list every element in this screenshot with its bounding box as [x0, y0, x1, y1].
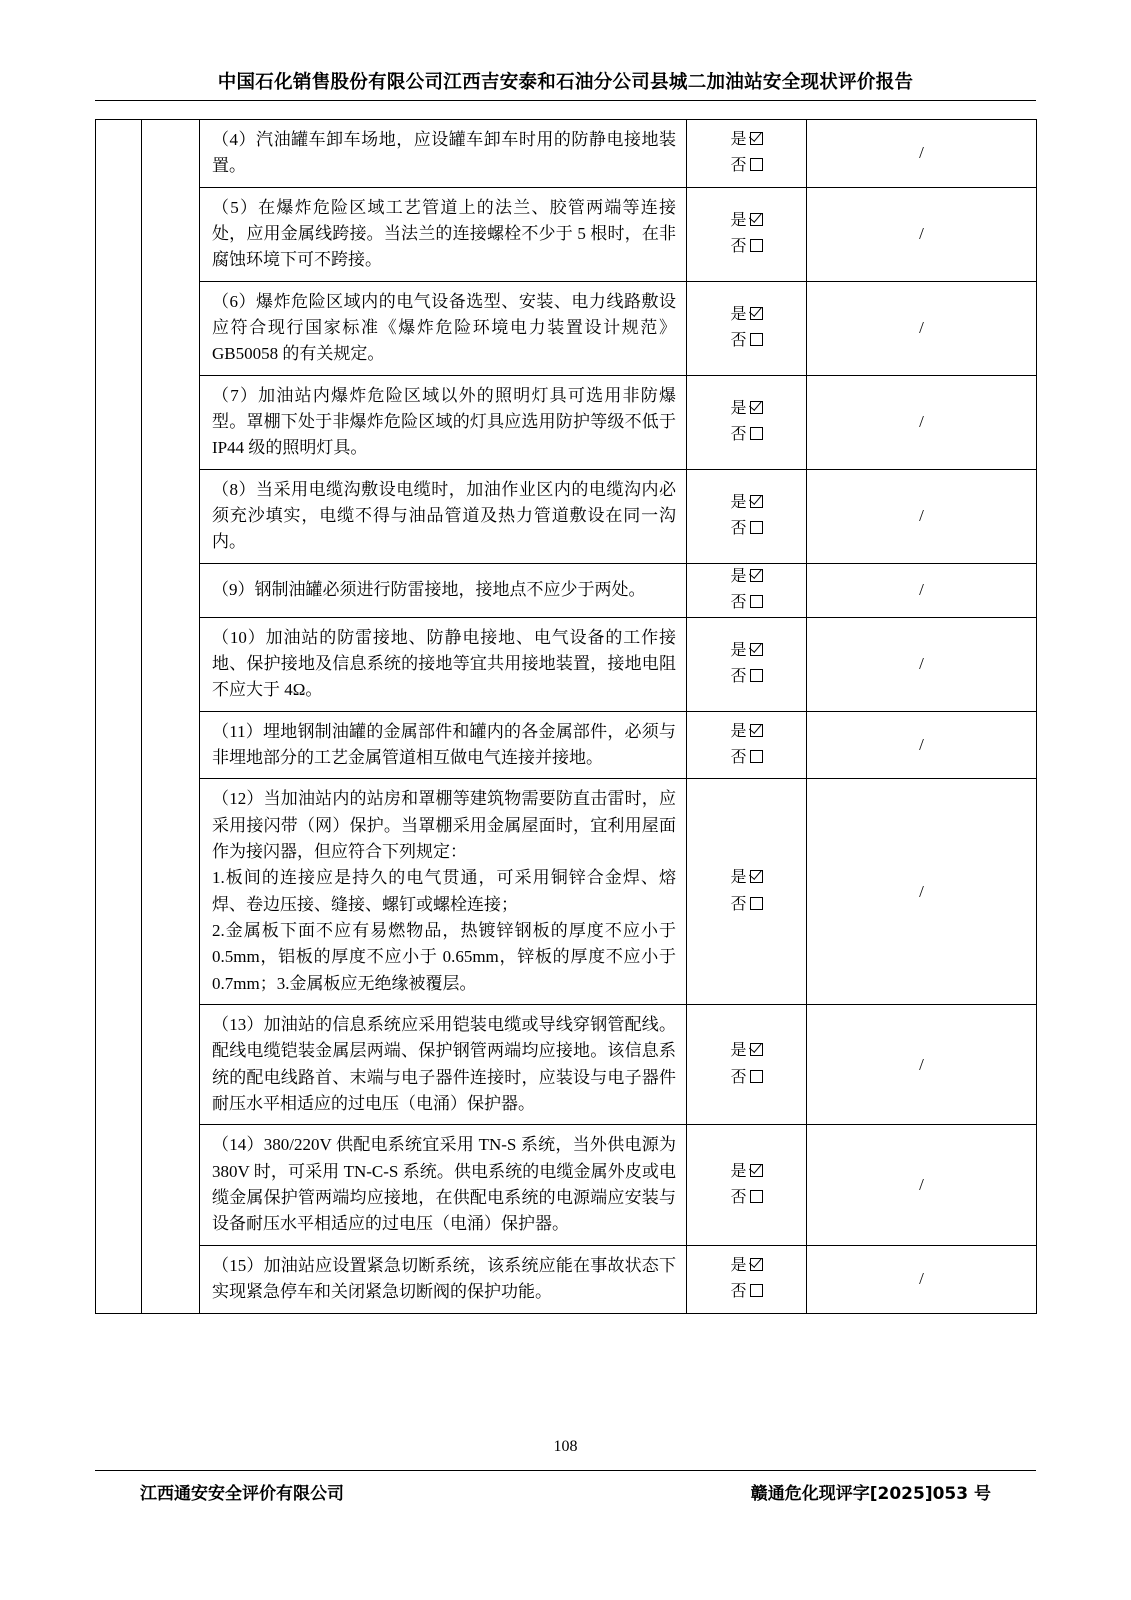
remark-cell: / — [807, 1005, 1037, 1125]
yes-label: 是 — [730, 1162, 747, 1180]
remark-cell: / — [807, 711, 1037, 779]
remark-cell: / — [807, 281, 1037, 375]
yes-label: 是 — [730, 211, 747, 229]
checklist-item-text-cell — [200, 1125, 687, 1245]
compliance-checkbox-cell[interactable] — [687, 1005, 807, 1125]
checklist-item-text: （12）当加油站内的站房和罩棚等建筑物需要防直击雷时，应采用接闪带（网）保护。当罩棚采用金属屋面时，宜利用屋面作为接闪器，但应符合下列规定： 1.板间的连接应是持久的电气贯通，可采用铜锌合金焊、熔焊、卷边压接、缝接、螺钉或螺栓连接； 2.金属板下面不应有易燃物品，热镀锌钢板的厚度不应小于 0.5mm，铝板的厚度不应小于 0.65mm，锌板的厚度不应小于 0.7mm；3.金属板应无绝缘被覆层。 — [212, 789, 676, 993]
yes-label: 是 — [730, 305, 747, 323]
no-label: 否 — [730, 238, 747, 256]
compliance-checkbox-cell[interactable] — [687, 617, 807, 711]
no-checkbox[interactable] — [750, 669, 763, 682]
table-row — [96, 1245, 1037, 1313]
yes-label: 是 — [730, 567, 747, 585]
compliance-checkbox-cell[interactable] — [687, 120, 807, 188]
checklist-item-text: （4）汽油罐车卸车场地，应设罐车卸车时用的防静电接地装置。 — [212, 130, 676, 176]
table-row — [96, 375, 1037, 469]
page-footer — [95, 1470, 1036, 1504]
remark-cell: / — [807, 617, 1037, 711]
checklist-item-text: （6）爆炸危险区域内的电气设备选型、安装、电力线路敷设应符合现行国家标准《爆炸危险环境电力装置设计规范》GB50058 的有关规定。 — [212, 291, 676, 364]
compliance-checkbox-cell[interactable] — [687, 1245, 807, 1313]
yes-label: 是 — [730, 1256, 747, 1274]
yes-checkbox[interactable] — [750, 1164, 763, 1177]
checklist-item-text-cell — [200, 779, 687, 1005]
yes-checkbox[interactable] — [750, 307, 763, 320]
table-row — [96, 563, 1037, 617]
yes-checkbox[interactable] — [750, 401, 763, 414]
no-label: 否 — [730, 332, 747, 350]
checklist-item-text-cell — [200, 1245, 687, 1313]
no-label: 否 — [730, 426, 747, 444]
compliance-checkbox-cell[interactable] — [687, 1125, 807, 1245]
checklist-item-text-cell — [200, 563, 687, 617]
checklist-item-text-cell — [200, 617, 687, 711]
checklist-item-text: （9）钢制油罐必须进行防雷接地，接地点不应少于两处。 — [212, 580, 646, 600]
remark-cell: / — [807, 469, 1037, 563]
no-checkbox[interactable] — [750, 333, 763, 346]
checklist-item-text: （7）加油站内爆炸危险区域以外的照明灯具可选用非防爆型。罩棚下处于非爆炸危险区域的灯具应选用防护等级不低于 IP44 级的照明灯具。 — [212, 385, 676, 458]
checklist-item-text: （11）埋地钢制油罐的金属部件和罐内的各金属部件，必须与非埋地部分的工艺金属管道相互做电气连接并接地。 — [212, 721, 676, 767]
no-label: 否 — [730, 520, 747, 538]
table-row — [96, 711, 1037, 779]
footer-company: 江西通安安全评价有限公司 — [140, 1484, 344, 1504]
table-row — [96, 281, 1037, 375]
no-checkbox[interactable] — [750, 1190, 763, 1203]
checklist-table-container — [95, 119, 1036, 1314]
checklist-item-text-cell — [200, 187, 687, 281]
no-checkbox[interactable] — [750, 1284, 763, 1297]
no-label: 否 — [730, 1068, 747, 1086]
checklist-item-text-cell — [200, 1005, 687, 1125]
compliance-checkbox-cell[interactable] — [687, 281, 807, 375]
subcategory-column-cell — [142, 120, 200, 1314]
checklist-item-text: （14）380/220V 供配电系统宜采用 TN-S 系统，当外供电源为 380V 时，可采用 TN-C-S 系统。供电系统的电缆金属外皮或电缆金属保护管两端均应接地，在供配电系统的电源端应安装与设备耐压水平相适应的过电压（电涌）保护器。 — [212, 1135, 676, 1234]
checklist-table — [95, 119, 1037, 1314]
table-row — [96, 469, 1037, 563]
no-checkbox[interactable] — [750, 897, 763, 910]
no-label: 否 — [730, 594, 747, 612]
yes-checkbox[interactable] — [750, 132, 763, 145]
yes-checkbox[interactable] — [750, 495, 763, 508]
checklist-item-text: （5）在爆炸危险区域工艺管道上的法兰、胶管两端等连接处，应用金属线跨接。当法兰的连接螺栓不少于 5 根时，在非腐蚀环境下可不跨接。 — [212, 197, 676, 270]
no-label: 否 — [730, 895, 747, 913]
no-checkbox[interactable] — [750, 750, 763, 763]
checklist-item-text-cell — [200, 281, 687, 375]
remark-cell: / — [807, 1125, 1037, 1245]
checklist-item-text-cell — [200, 375, 687, 469]
compliance-checkbox-cell[interactable] — [687, 563, 807, 617]
compliance-checkbox-cell[interactable] — [687, 469, 807, 563]
no-checkbox[interactable] — [750, 239, 763, 252]
no-label: 否 — [730, 748, 747, 766]
checklist-item-text-cell — [200, 120, 687, 188]
remark-cell: / — [807, 779, 1037, 1005]
no-checkbox[interactable] — [750, 521, 763, 534]
no-checkbox[interactable] — [750, 595, 763, 608]
yes-label: 是 — [730, 1042, 747, 1060]
remark-cell: / — [807, 187, 1037, 281]
yes-label: 是 — [730, 641, 747, 659]
checklist-item-text: （10）加油站的防雷接地、防静电接地、电气设备的工作接地、保护接地及信息系统的接地等宜共用接地装置，接地电阻不应大于 4Ω。 — [212, 627, 676, 700]
footer-document-number: 赣通危化现评字[2025]053 号 — [750, 1484, 991, 1504]
yes-checkbox[interactable] — [750, 213, 763, 226]
no-label: 否 — [730, 668, 747, 686]
table-row — [96, 779, 1037, 1005]
yes-label: 是 — [730, 722, 747, 740]
table-row — [96, 617, 1037, 711]
no-label: 否 — [730, 157, 747, 175]
compliance-checkbox-cell[interactable] — [687, 711, 807, 779]
yes-checkbox[interactable] — [750, 643, 763, 656]
table-row — [96, 187, 1037, 281]
checklist-item-text: （15）加油站应设置紧急切断系统，该系统应能在事故状态下实现紧急停车和关闭紧急切断阀的保护功能。 — [212, 1255, 676, 1302]
compliance-checkbox-cell[interactable] — [687, 187, 807, 281]
compliance-checkbox-cell[interactable] — [687, 779, 807, 1005]
yes-label: 是 — [730, 130, 747, 148]
category-column-cell — [96, 120, 142, 1314]
no-label: 否 — [730, 1189, 747, 1207]
remark-cell: / — [807, 563, 1037, 617]
remark-cell: / — [807, 120, 1037, 188]
yes-checkbox[interactable] — [750, 1043, 763, 1056]
table-row — [96, 1125, 1037, 1245]
yes-checkbox[interactable] — [750, 724, 763, 737]
checklist-item-text: （13）加油站的信息系统应采用铠装电缆或导线穿钢管配线。配线电缆铠装金属层两端、保护钢管两端均应接地。该信息系统的配电线路首、末端与电子器件连接时，应装设与电子器件耐压水平相适应的过电压（电涌）保护器。 — [212, 1015, 676, 1114]
yes-label: 是 — [730, 869, 747, 887]
checklist-item-text: （8）当采用电缆沟敷设电缆时，加油作业区内的电缆沟内必须充沙填实，电缆不得与油品管道及热力管道敷设在同一沟内。 — [212, 479, 676, 552]
yes-checkbox[interactable] — [750, 1258, 763, 1271]
no-checkbox[interactable] — [750, 158, 763, 171]
page-header — [95, 0, 1036, 101]
no-label: 否 — [730, 1283, 747, 1301]
yes-checkbox[interactable] — [750, 870, 763, 883]
table-row — [96, 120, 1037, 188]
checklist-item-text-cell — [200, 469, 687, 563]
report-title: 中国石化销售股份有限公司江西吉安泰和石油分公司县城二加油站安全现状评价报告 — [217, 72, 914, 93]
no-checkbox[interactable] — [750, 427, 763, 440]
yes-label: 是 — [730, 399, 747, 417]
yes-label: 是 — [730, 493, 747, 511]
compliance-checkbox-cell[interactable] — [687, 375, 807, 469]
yes-checkbox[interactable] — [750, 569, 763, 582]
remark-cell: / — [807, 375, 1037, 469]
table-row — [96, 1005, 1037, 1125]
checklist-item-text-cell — [200, 711, 687, 779]
page-number: 108 — [553, 1438, 578, 1455]
remark-cell: / — [807, 1245, 1037, 1313]
no-checkbox[interactable] — [750, 1070, 763, 1083]
